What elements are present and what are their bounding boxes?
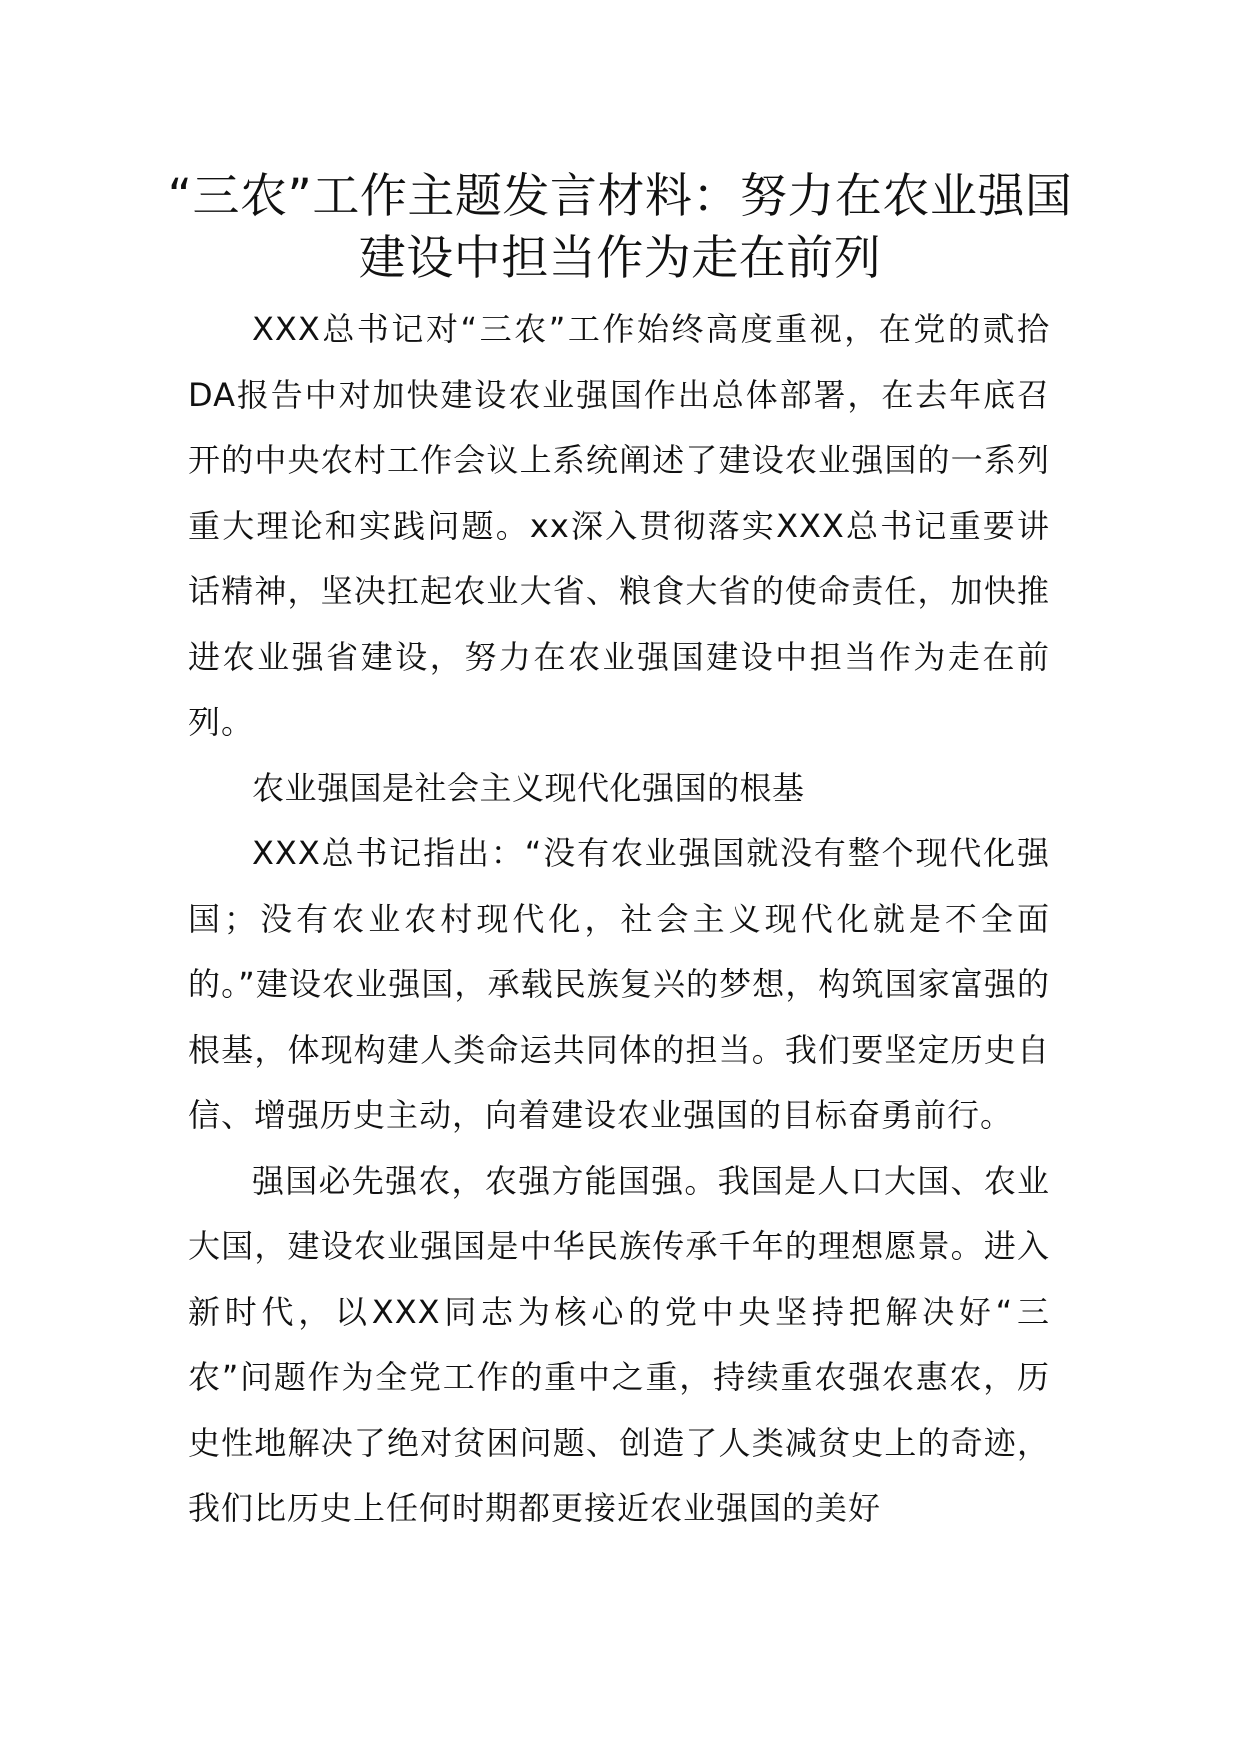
document-body: [188, 297, 1050, 1542]
section-heading: 农业强国是社会主义现代化强国的根基: [252, 768, 805, 807]
body-paragraph: XXX总书记指出：“没有农业强国就没有整个现代化强国；没有农业农村现代化，社会主义现代化就是不全面的。”建设农业强国，承载民族复兴的梦想，构筑国家富强的根基，体现构建人类命运共同体的担当。我们要坚定历史自信、增强历史主动，向着建设农业强国的目标奋勇前行。: [188, 834, 1050, 1134]
document-title: “三农”工作主题发言材料：努力在农业强国建设中担当作为走在前列: [167, 169, 1073, 286]
body-paragraph: 强国必先强农，农强方能国强。我国是人口大国、农业大国，建设农业强国是中华民族传承千年的理想愿景。进入新时代，以XXX同志为核心的党中央坚持把解决好“三农”问题作为全党工作的重中之重，持续重农强农惠农，历史性地解决了绝对贫困问题、创造了人类减贫史上的奇迹，我们比历史上任何时期都更接近农业强国的美好: [188, 1161, 1050, 1527]
body-paragraph: XXX总书记对“三农”工作始终高度重视，在党的贰拾DA报告中对加快建设农业强国作出总体部署，在去年底召开的中央农村工作会议上系统阐述了建设农业强国的一系列重大理论和实践问题。xx深入贯彻落实XXX总书记重要讲话精神，坚决扛起农业大省、粮食大省的使命责任，加快推进农业强省建设，努力在农业强国建设中担当作为走在前列。: [188, 310, 1050, 741]
